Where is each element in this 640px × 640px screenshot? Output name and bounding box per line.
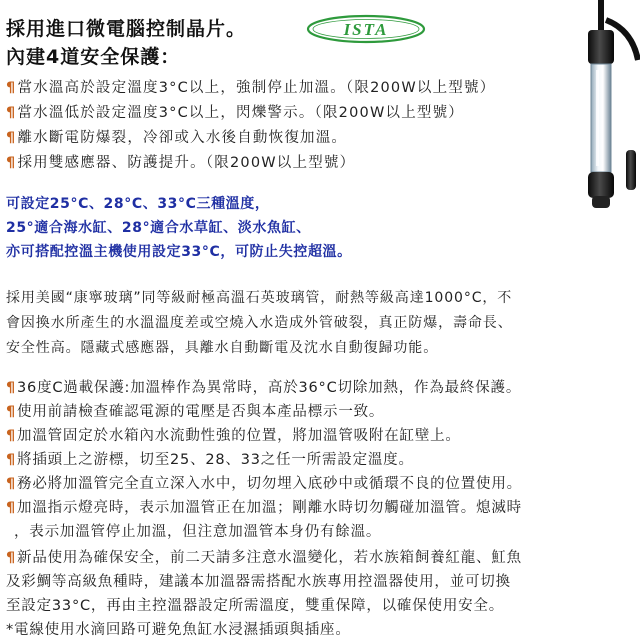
note-item: ¶新品使用為確保安全，前二天請多注意水溫變化，若水族箱飼養紅龍、魟魚	[6, 550, 522, 566]
feature-item: ¶當水溫低於設定溫度3°C以上，閃爍警示。（限200W以上型號）	[6, 105, 464, 121]
bullet-icon: ¶	[6, 130, 17, 146]
note-item: ¶將插頭上之游標，切至25、28、33之任一所需設定溫度。	[6, 452, 414, 468]
footnote: *電線使用水滴回路可避免魚缸水浸濕插頭與插座。	[6, 622, 351, 638]
bullet-icon: ¶	[6, 500, 17, 516]
bullet-icon: ¶	[6, 380, 17, 396]
bullet-icon: ¶	[6, 476, 17, 492]
feature-item: ¶當水溫高於設定溫度3°C以上，強制停止加溫。（限200W以上型號）	[6, 80, 496, 96]
note-continuation: 及彩鯛等高級魚種時，建議本加溫器需搭配水族專用控溫器使用，並可切換	[6, 574, 511, 590]
heading-chip: 採用進口微電腦控制晶片。	[6, 18, 247, 40]
paragraph-line: 採用美國“康寧玻璃”同等級耐極高溫石英玻璃管，耐熱等級高達1000°C，不	[6, 290, 513, 306]
paragraph-line: 會因換水所產生的水溫溫度差或空燒入水造成外管破裂，真正防爆，壽命長、	[6, 315, 513, 331]
glass-paragraph	[6, 286, 591, 361]
note-item: ¶加溫指示燈亮時，表示加溫管正在加溫；剛離水時切勿觸碰加溫管。熄滅時	[6, 500, 522, 516]
feature-item: ¶採用雙感應器、防護提升。（限200W以上型號）	[6, 155, 356, 171]
note-item: ¶36度C過載保護:加溫棒作為異常時，高於36°C切除加熱，作為最終保護。	[6, 380, 522, 396]
feature-item: ¶離水斷電防爆裂，冷卻或入水後自動恢復加溫。	[6, 130, 348, 146]
bullet-icon: ¶	[6, 428, 17, 444]
bullet-icon: ¶	[6, 80, 17, 96]
svg-text:ISTA: ISTA	[343, 20, 389, 39]
paragraph-line: 安全性高。隱藏式感應器，具離水自動斷電及沈水自動復歸功能。	[6, 340, 439, 356]
heater-image	[572, 0, 640, 222]
bullet-icon: ¶	[6, 550, 17, 566]
bullet-icon: ¶	[6, 105, 17, 121]
note-item: ¶使用前請檢查確認電源的電壓是否與本產品標示一致。	[6, 404, 385, 420]
temperature-line: 亦可搭配控溫主機使用設定33°C，可防止失控超溫。	[6, 244, 352, 260]
heading-protection: 內建4道安全保護：	[6, 46, 181, 68]
temperature-line: 可設定25°C、28°C、33°C三種溫度，	[6, 196, 270, 212]
note-item: ¶務必將加溫管完全直立深入水中，切勿埋入底砂中或循環不良的位置使用。	[6, 476, 522, 492]
bullet-icon: ¶	[6, 155, 17, 171]
note-continuation: ，表示加溫管停止加溫，但注意加溫管本身仍有餘溫。	[14, 524, 382, 540]
bullet-icon: ¶	[6, 404, 17, 420]
note-item: ¶加溫管固定於水箱內水流動性強的位置，將加溫管吸附在缸壁上。	[6, 428, 461, 444]
temperature-line: 25°適合海水缸、28°適合水草缸、淡水魚缸、	[6, 220, 311, 236]
note-continuation: 至設定33°C，再由主控溫器設定所需溫度，雙重保障，以確保使用安全。	[6, 598, 505, 614]
bullet-icon: ¶	[6, 452, 17, 468]
ista-logo	[306, 14, 426, 44]
